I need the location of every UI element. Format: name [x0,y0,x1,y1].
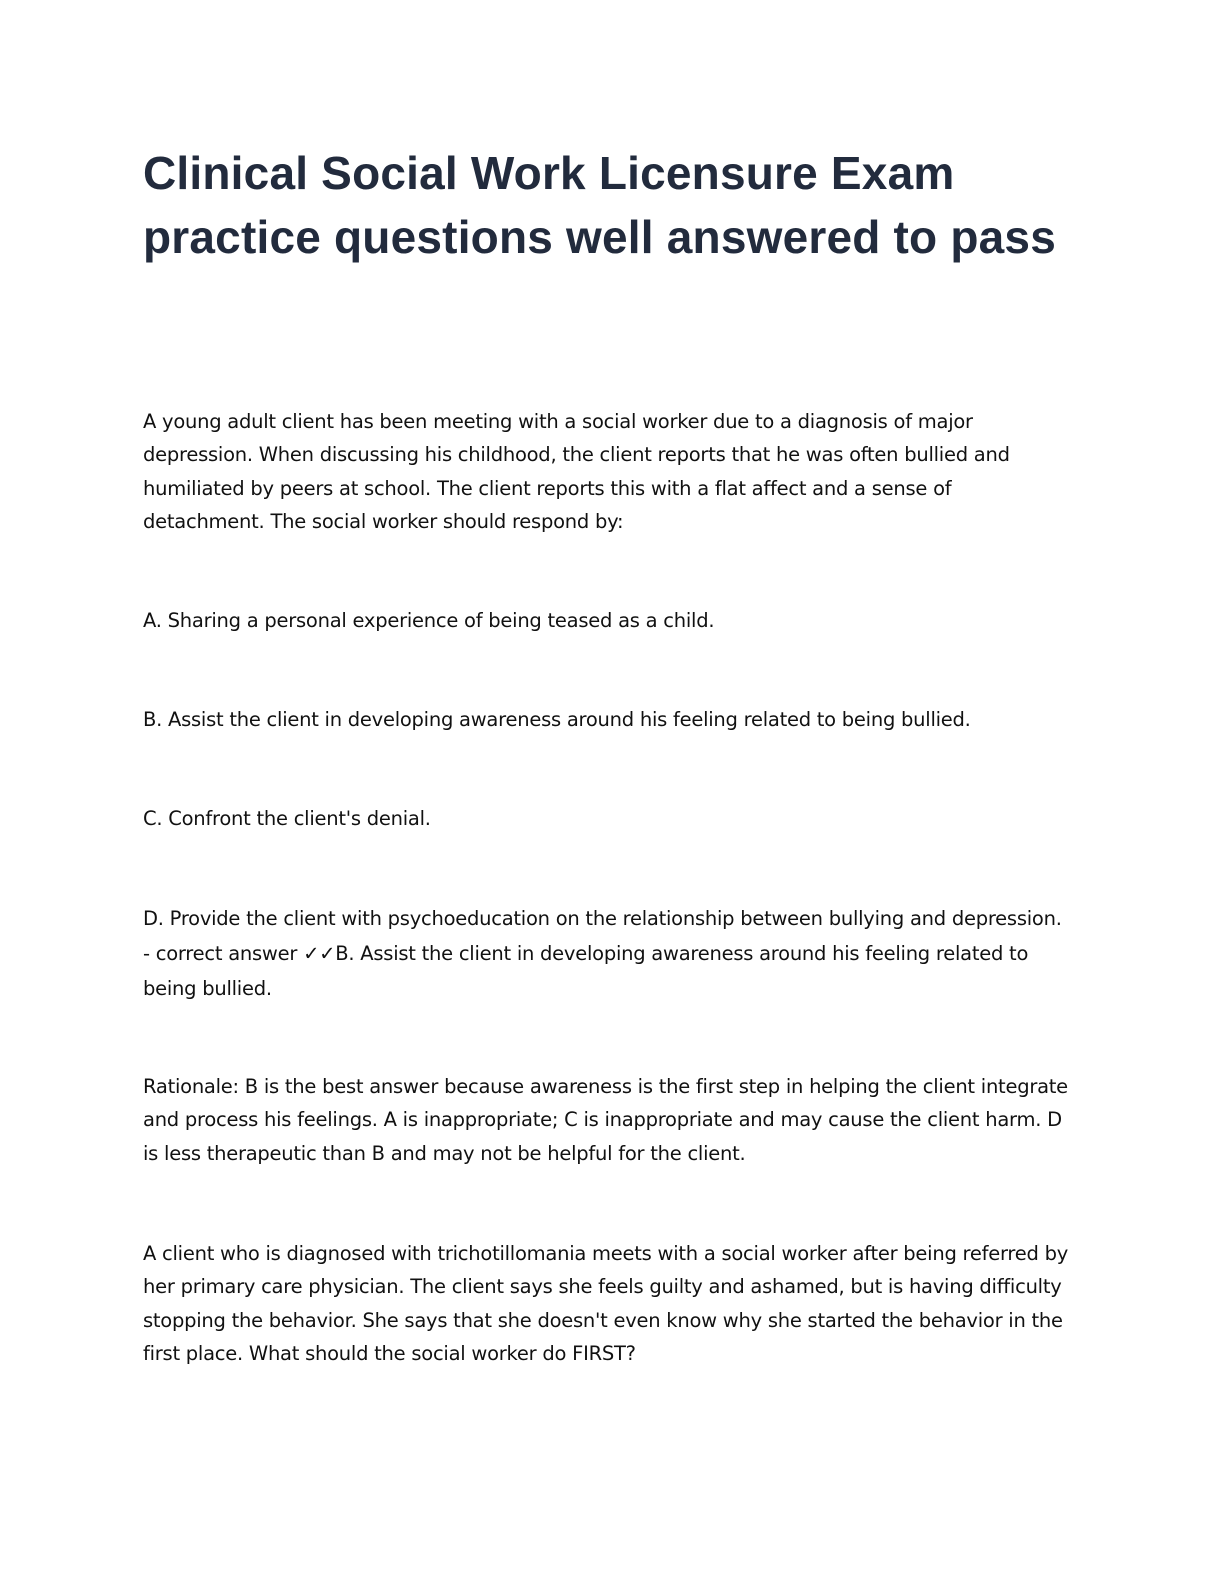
document-title: Clinical Social Work Licensure Exam practice questions well answered to pass [143,147,1056,263]
question-1-option-b: B. Assist the client in developing awareness around his feeling related to being bullied. [143,708,971,731]
question-1-option-d-and-answer: D. Provide the client with psychoeducation on the relationship between bullying and depression. - correct answer ✓✓B. Assist the client in developing awareness around his feeling related to being bullied. [143,907,1062,1000]
question-2-stem: A client who is diagnosed with trichotillomania meets with a social worker after being referred by her primary care physician. The client says she feels guilty and ashamed, but is having difficulty stopping the behavior. She says that she doesn't even know why she started the behavior in the first place. What should the social worker do FIRST? [143,1242,1068,1365]
question-1-stem: A young adult client has been meeting with a social worker due to a diagnosis of major depression. When discussing his childhood, the client reports that he was often bullied and humiliated by peers at school. The client reports this with a flat affect and a sense of detachment. The social worker should respond by: [143,410,1010,533]
question-1-option-c: C. Confront the client's denial. [143,807,431,830]
question-1-option-a: A. Sharing a personal experience of being teased as a child. [143,609,715,632]
question-1-rationale: Rationale: B is the best answer because awareness is the first step in helping the client integrate and process his feelings. A is inappropriate; C is inappropriate and may cause the client harm. D is less therapeutic than B and may not be helpful for the client. [143,1075,1068,1165]
